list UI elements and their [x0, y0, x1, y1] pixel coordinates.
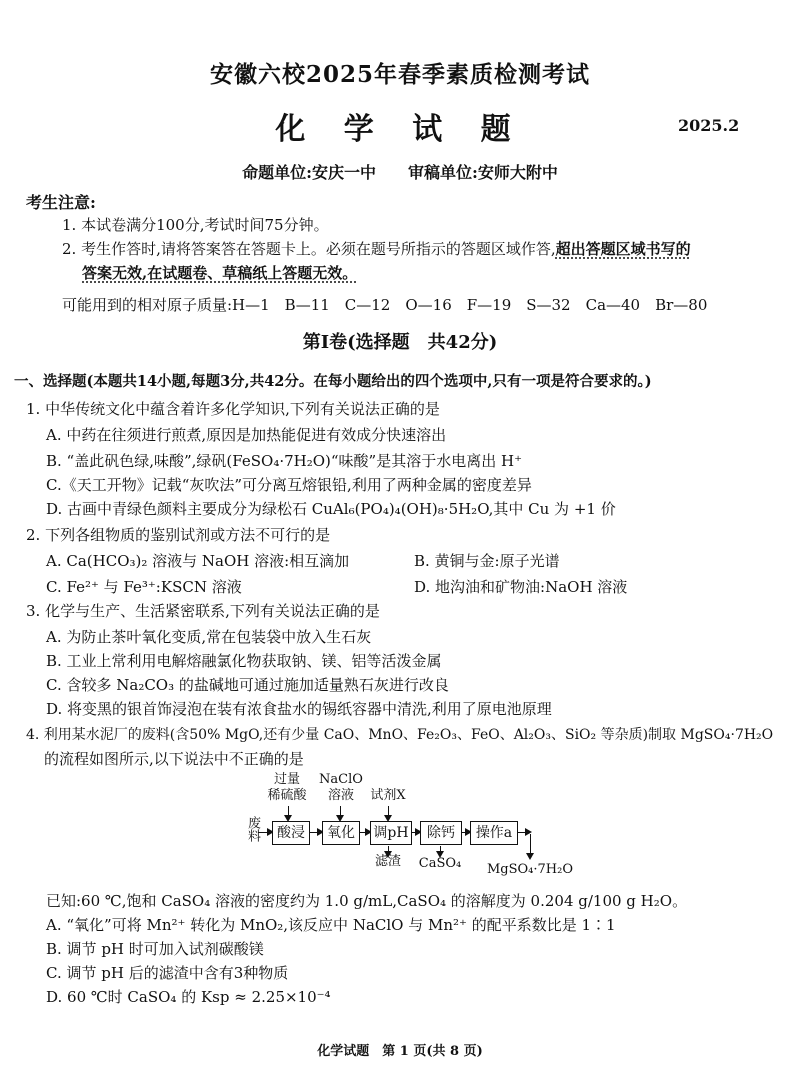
- product-label: MgSO₄·7H₂O: [486, 862, 574, 877]
- q2-option-b: B. 黄铜与金:原子光谱: [414, 552, 560, 570]
- reagent-3-arrow: [388, 806, 389, 820]
- q4-option-a: A. “氧化”可将 Mn²⁺ 转化为 MnO₂,该反应中 NaClO 与 Mn²⁺ 的配平系数比是 1∶1: [46, 916, 616, 934]
- part-heading: 一、选择题(本题共14小题,每题3分,共42分。在每小题给出的四个选项中,只有一项是符合要求的。): [14, 373, 652, 390]
- step-adjust-ph: 调pH: [370, 821, 412, 845]
- reagent-1-arrow: [288, 806, 289, 820]
- q2-stem: 2. 下列各组物质的鉴别试剂或方法不可行的是: [26, 526, 331, 544]
- flow-arrow-4: [412, 832, 420, 833]
- page-footer: 化学试题 第 1 页(共 8 页): [317, 1044, 483, 1059]
- q1-option-b: B. “盖此矾色绿,味酸”,绿矾(FeSO₄·7H₂O)“味酸”是其溶于水电离出 H⁺: [46, 452, 522, 470]
- q4-option-b: B. 调节 pH 时可加入试剂碳酸镁: [46, 940, 264, 958]
- q3-option-c: C. 含较多 Na₂CO₃ 的盐碱地可通过施加适量熟石灰进行改良: [46, 676, 449, 694]
- q3-option-b: B. 工业上常利用电解熔融氯化物获取钠、镁、铝等活泼金属: [46, 652, 442, 670]
- flow-arrow-3: [360, 832, 370, 833]
- q4-option-c: C. 调节 pH 后的滤渣中含有3种物质: [46, 964, 289, 982]
- flow-input-label: 废料: [245, 816, 260, 842]
- product-arrow: [530, 834, 531, 858]
- atomic-masses: 可能用到的相对原子质量:H—1 B—11 C—12 O—16 F—19 S—32 Ca—40 Br—80: [62, 296, 708, 314]
- flow-arrow-6: [518, 832, 530, 833]
- q2-option-a: A. Ca(HCO₃)₂ 溶液与 NaOH 溶液:相互滴加: [46, 552, 350, 570]
- filter-residue-label: 滤渣: [374, 854, 401, 869]
- q1-option-d: D. 古画中青绿色颜料主要成分为绿松石 CuAl₆(PO₄)₄(OH)₈·5H₂O,其中 Cu 为 +1 价: [46, 500, 616, 518]
- q3-option-d: D. 将变黑的银首饰浸泡在装有浓食盐水的锡纸容器中清洗,利用了原电池原理: [46, 700, 552, 718]
- q2-option-c: C. Fe²⁺ 与 Fe³⁺:KSCN 溶液: [46, 578, 242, 596]
- reagent-2-line2: 溶液: [327, 788, 354, 803]
- caso4-label: CaSO₄: [418, 856, 462, 871]
- section-title: 第Ⅰ卷(选择题 共42分): [302, 332, 498, 353]
- flow-arrow-2: [310, 832, 322, 833]
- notice-item-2-text: 2. 考生作答时,请将答案答在答题卡上。必须在题号所指示的答题区域作答,: [62, 240, 556, 258]
- step-remove-calcium: 除钙: [420, 821, 462, 845]
- step-oxidation: 氧化: [322, 821, 360, 845]
- q4-known-data: 已知:60 ℃,饱和 CaSO₄ 溶液的密度约为 1.0 g/mL,CaSO₄ 的溶解度为 0.204 g/100 g H₂O。: [46, 892, 688, 910]
- reagent-1-line1: 过量: [273, 772, 300, 787]
- notice-item-1: 1. 本试卷满分100分,考试时间75分钟。: [62, 216, 329, 234]
- caso4-arrow: [440, 846, 441, 856]
- reagent-3: 试剂X: [370, 788, 406, 803]
- step-acid-leach: 酸浸: [272, 821, 310, 845]
- q3-stem: 3. 化学与生产、生活紧密联系,下列有关说法正确的是: [26, 602, 380, 620]
- notice-item-2: [62, 238, 691, 259]
- q1-option-a: A. 中药在往须进行煎煮,原因是加热能促进有效成分快速溶出: [46, 426, 447, 444]
- reagent-2-arrow: [340, 806, 341, 820]
- notice-item-2-emphasis: 超出答题区域书写的: [555, 240, 691, 258]
- q4-stem-line2: 的流程如图所示,以下说法中不正确的是: [44, 750, 304, 768]
- flow-arrow-5: [462, 832, 470, 833]
- subject-title: 化 学 试 题: [275, 112, 525, 147]
- exam-date: 2025.2: [678, 116, 740, 135]
- flow-arrow-1: [258, 832, 272, 833]
- q1-stem: 1. 中华传统文化中蕴含着许多化学知识,下列有关说法正确的是: [26, 400, 440, 418]
- q2-option-d: D. 地沟油和矿物油:NaOH 溶液: [414, 578, 628, 596]
- authors-line: 命题单位:安庆一中 审稿单位:安师大附中: [242, 163, 558, 182]
- reagent-2-line1: NaClO: [319, 772, 363, 787]
- q1-option-c: C.《天工开物》记载“灰吹法”可分离互熔银铅,利用了两种金属的密度差异: [46, 476, 532, 494]
- q4-stem-line1: 4. 利用某水泥厂的废料(含50% MgO,还有少量 CaO、MnO、Fe₂O₃、FeO、Al₂O₃、SiO₂ 等杂质)制取 MgSO₄·7H₂O: [26, 727, 774, 743]
- notice-heading: 考生注意:: [26, 193, 96, 212]
- reagent-1-line2: 稀硫酸: [267, 788, 307, 803]
- q3-option-a: A. 为防止茶叶氧化变质,常在包装袋中放入生石灰: [46, 628, 372, 646]
- exam-school-title: 安徽六校2025年春季素质检测考试: [209, 61, 590, 88]
- step-operation-a: 操作a: [470, 821, 518, 845]
- q4-option-d: D. 60 ℃时 CaSO₄ 的 Ksp ≈ 2.25×10⁻⁴: [46, 988, 331, 1006]
- notice-item-2-cont: 答案无效,在试题卷、草稿纸上答题无效。: [82, 264, 358, 282]
